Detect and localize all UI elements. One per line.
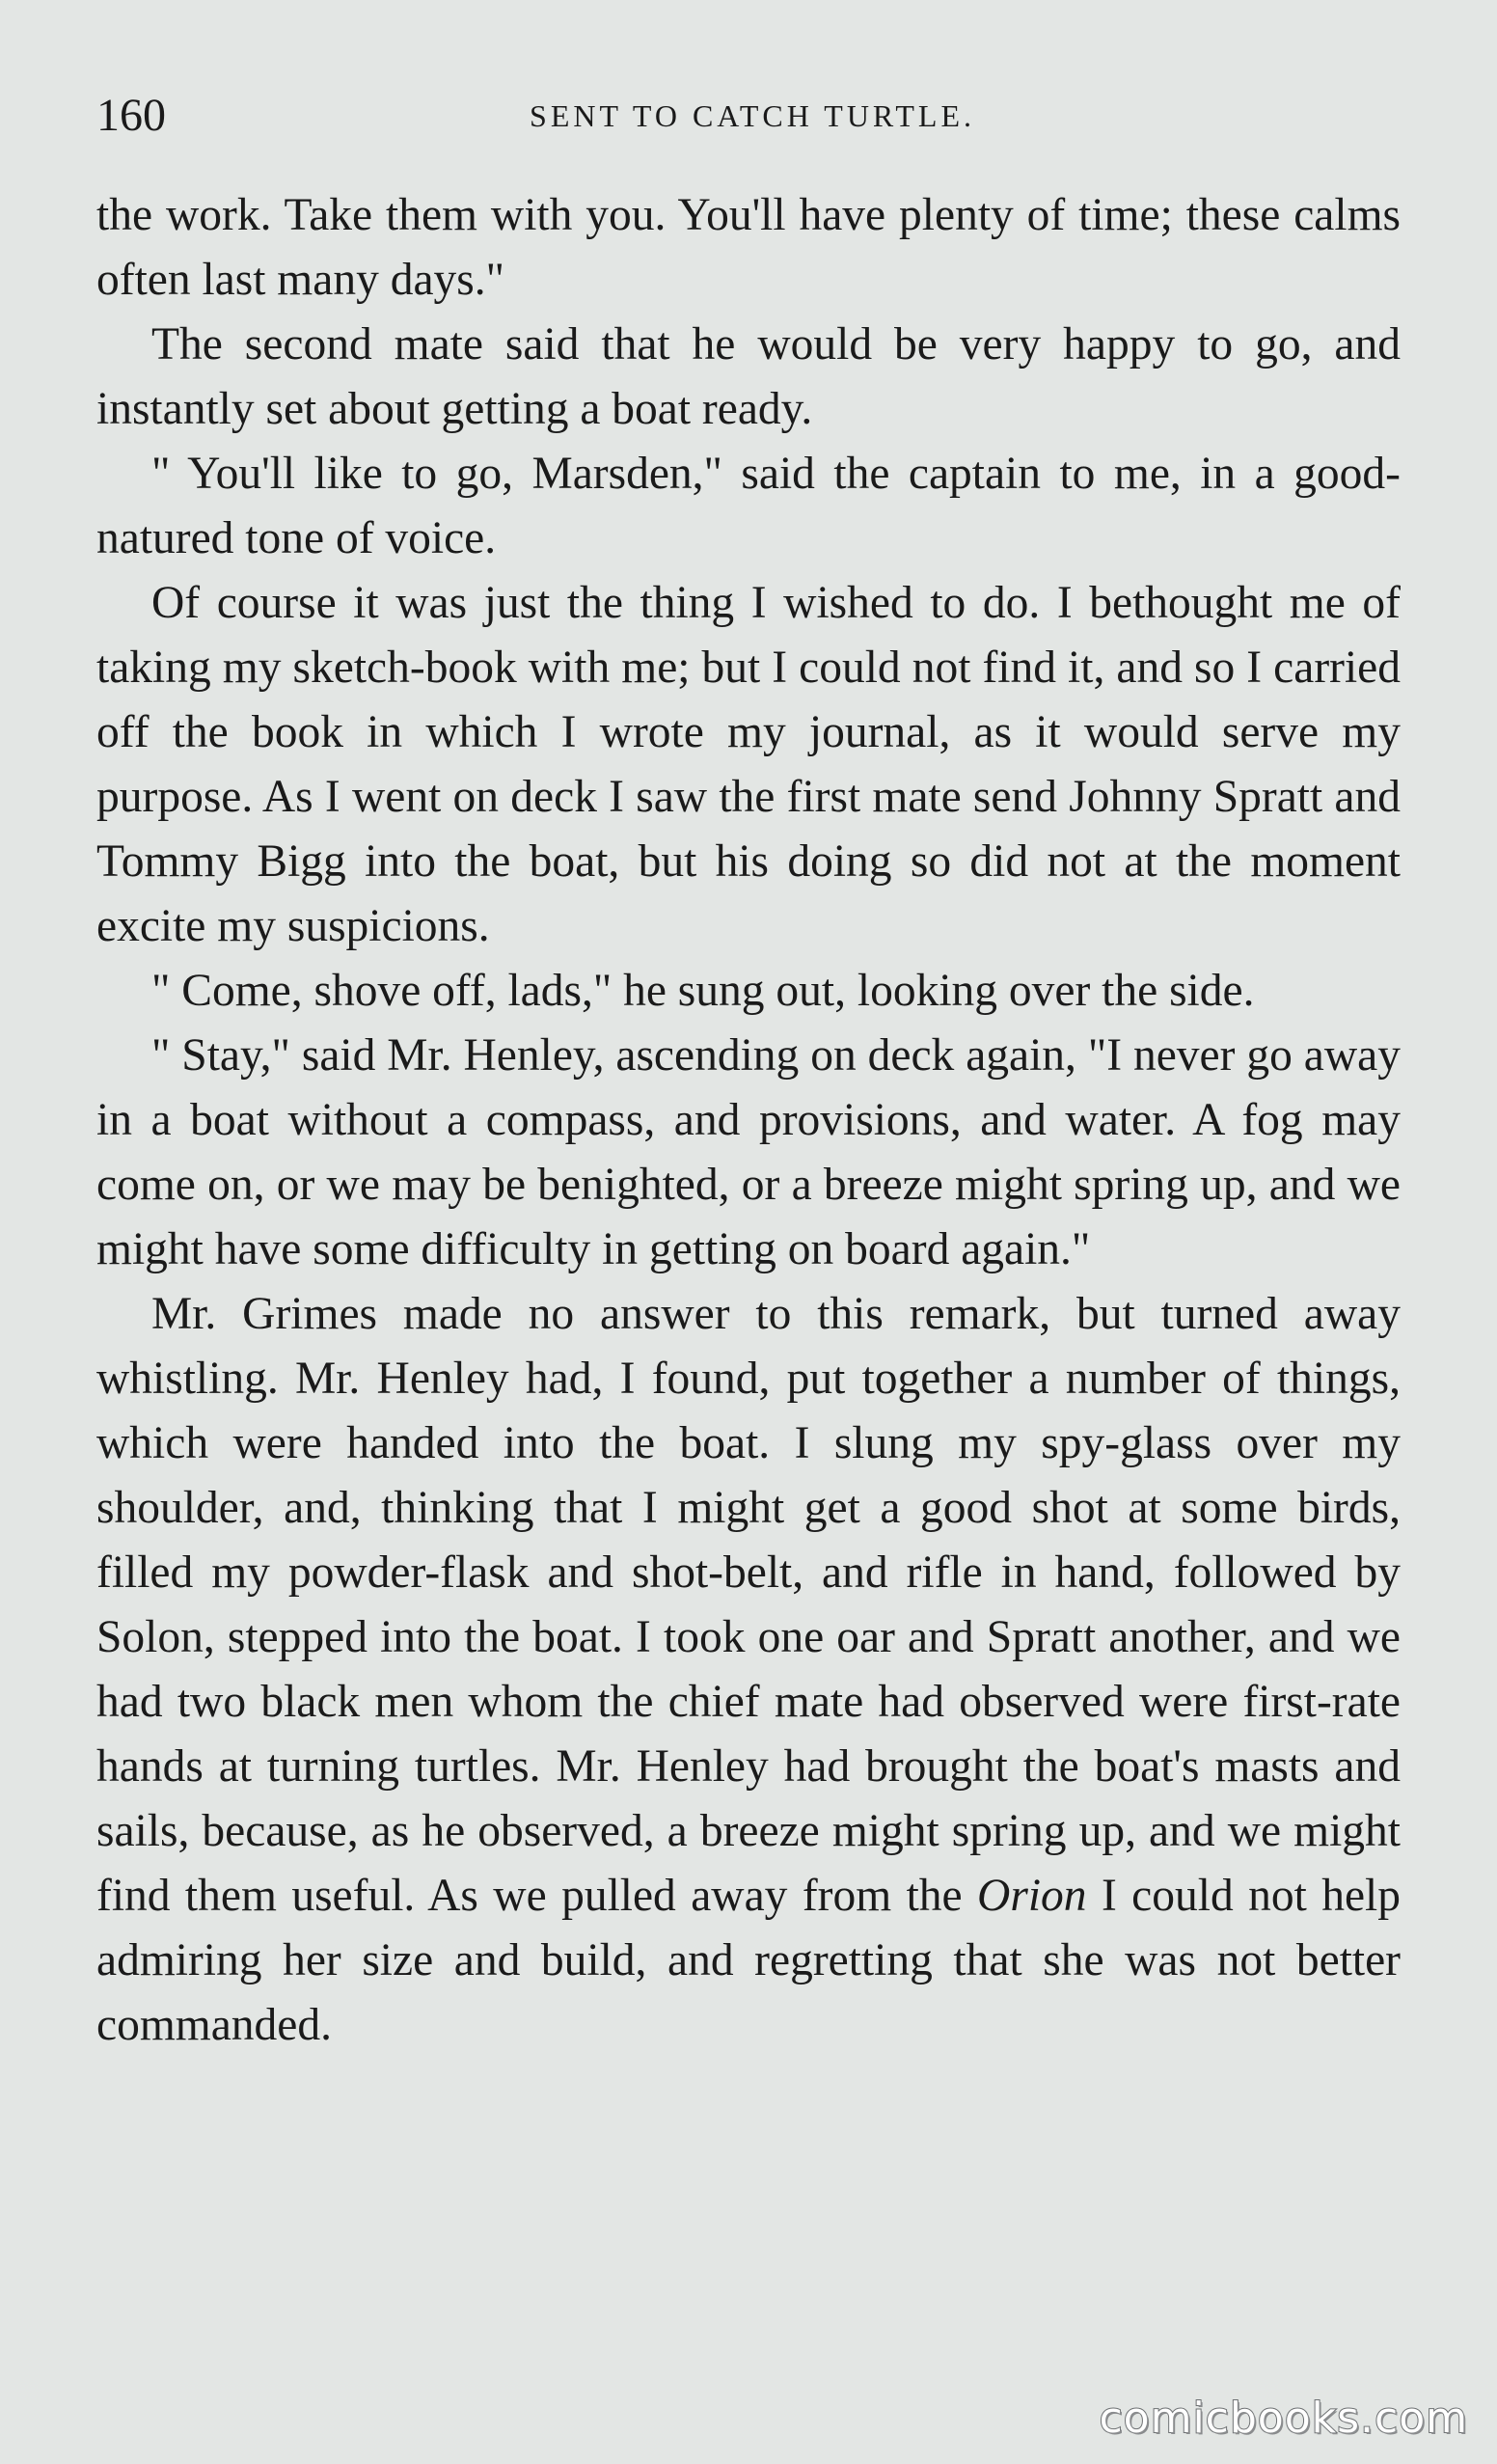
paragraph-4: Of course it was just the thing I wished to do. I bethought me of taking my sketch-book with me; but I could not find it, and so I carried off the book in which I wrote my journal, as it would serve my purpose. As I went on deck I saw the first mate send Johnny Spratt and Tommy Bigg into the boat, but his doing so did not at the moment excite my suspicions. [96, 578, 1401, 951]
paragraph-6: " Stay," said Mr. Henley, ascending on deck again, "I never go away in a boat without a compass, and provisions, and water. A fog may come on, or we may be benighted, or a breeze might spring up, and we might have some difficulty in getting on board again." [96, 1030, 1401, 1274]
paragraph-7-text-after: I could not help admiring her size and build, and regretting that she was not better commanded. [96, 1871, 1402, 2050]
watermark: comicbooks.com [1099, 2394, 1468, 2443]
page-header [96, 87, 1408, 145]
paragraph-5: " Come, shove off, lads," he sung out, looking over the side. [151, 966, 1255, 1016]
ship-name: Orion [977, 1871, 1087, 1921]
body-text [96, 183, 1401, 2058]
paragraph-3: " You'll like to go, Marsden," said the captain to me, in a good-natured tone of voice. [96, 449, 1401, 563]
page-number: 160 [96, 90, 166, 141]
paragraph-1: the work. Take them with you. You'll have plenty of time; these calms often last many days." [96, 190, 1401, 305]
paragraph-7 [96, 1282, 1401, 2058]
running-head: SENT TO CATCH TURTLE. [530, 98, 975, 133]
paragraph-7-text-before: Mr. Grimes made no answer to this remark, but turned away whistling. Mr. Henley had, I found, put together a number of things, which were handed into the boat. I slung my spy-glass over my shoulder, and, thinking that I might get a good shot at some birds, filled my powder-flask and shot-belt, and rifle in hand, followed by Solon, stepped into the boat. I took one oar and Spratt another, and we had two black men whom the chief mate had observed were first-rate hands at turning turtles. Mr. Henley had brought the boat's masts and sails, because, as he observed, a breeze might spring up, and we might find them useful. As we pulled away from the [96, 1289, 1401, 1921]
paragraph-2: The second mate said that he would be very happy to go, and instantly set about getting a boat ready. [96, 319, 1401, 434]
